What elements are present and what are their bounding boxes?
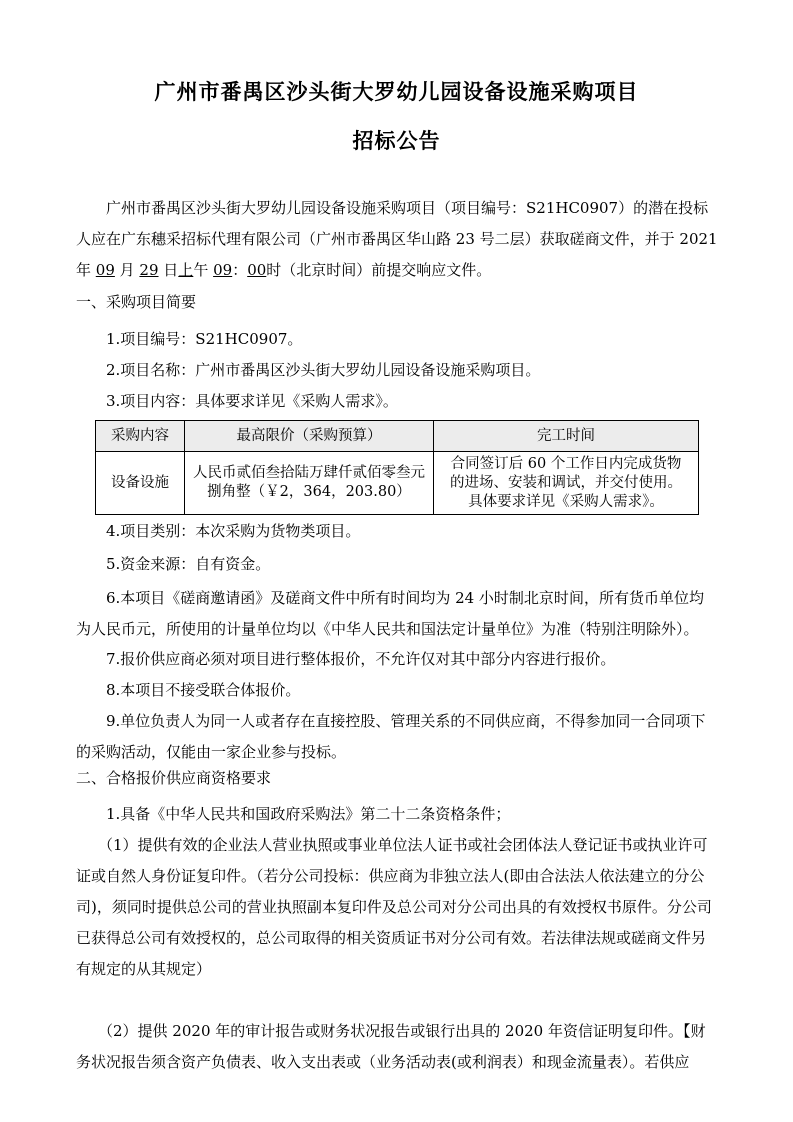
section1-item9: 9.单位负责人为同一人或者存在直接控股、管理关系的不同供应商，不得参加同一合同项下的采购活动，仅能由一家企业参与投标。: [76, 712, 706, 761]
section1-item5: 5.资金来源：自有资金。: [106, 555, 271, 573]
section1-item6: 6.本项目《磋商邀请函》及磋商文件中所有时间均为 24 小时制北京时间，所有货币单位均为人民币元，所使用的计量单位均以《中华人民共和国法定计量单位》为准（特别注明除外）。: [76, 589, 704, 638]
intro-paragraph: 广州市番禺区沙头街大罗幼儿园设备设施采购项目（项目编号：S21HC0907）的潜在投标人应在广东穗采招标代理有限公司（广州市番禺区华山路 23 号二层）获取磋商文件，并于 2021 年 09 月 29 日上午 09：00时（北京时间）前提交响应文件。: [76, 199, 718, 279]
table-header-row: [96, 421, 699, 452]
deadline-month: 09: [95, 261, 115, 279]
table-cell-content: 设备设施: [96, 452, 185, 515]
procurement-table: [95, 420, 699, 515]
section1-heading: 一、采购项目简要: [76, 293, 197, 311]
section1-item8: 8.本项目不接受联合体报价。: [106, 681, 301, 699]
table-cell-price: 人民币贰佰叁拾陆万肆仟贰佰零叁元捌角整（￥2，364，203.80）: [185, 452, 434, 515]
section2-item1: 1.具备《中华人民共和国政府采购法》第二十二条资格条件；: [106, 805, 511, 823]
table-header-price: 最高限价（采购预算）: [185, 421, 434, 452]
section1-item3: 3.项目内容：具体要求详见《采购人需求》。: [106, 392, 398, 410]
deadline-hour: 09: [213, 261, 233, 279]
document-subtitle: 招标公告: [352, 129, 441, 153]
section1-item4: 4.项目类别：本次采购为货物类项目。: [106, 522, 361, 540]
deadline-ampm: 上: [178, 261, 194, 279]
deadline-day: 29: [139, 261, 159, 279]
table-header-time: 完工时间: [434, 421, 699, 452]
table-header-content: 采购内容: [96, 421, 185, 452]
section2-sub1: （1）提供有效的企业法人营业执照或事业单位法人证书或社会团体法人登记证书或执业许可证或自然人身份证复印件。（若分公司投标：供应商为非独立法人(即由合法法人依法建立的分公司)，须同时提供总公司的营业执照副本复印件及总公司对分公司出具的有效授权书原件。分公司已获得总公司有效授权的，总公司取得的相关资质证书对分公司有效。若法律法规或磋商文件另有规定的从其规定）: [76, 836, 712, 978]
section2-heading: 二、合格报价供应商资格要求: [76, 769, 272, 787]
section2-sub2: （2）提供 2020 年的审计报告或财务状况报告或银行出具的 2020 年资信证明复印件。【财务状况报告须含资产负债表、收入支出表或（业务活动表(或利润表）和现金流量表）。若供应: [76, 1022, 706, 1071]
table-cell-time: 合同签订后 60 个工作日内完成货物 的进场、安装和调试，并交付使用。 具体要求详见《采购人需求》。: [434, 452, 699, 515]
document-title: 广州市番禺区沙头街大罗幼儿园设备设施采购项目: [154, 80, 639, 104]
section1-item1: 1.项目编号：S21HC0907。: [106, 330, 303, 348]
section1-item7: 7.报价供应商必须对项目进行整体报价，不允许仅对其中部分内容进行报价。: [106, 650, 616, 668]
section1-item2: 2.项目名称：广州市番禺区沙头街大罗幼儿园设备设施采购项目。: [106, 361, 541, 379]
table-row: [96, 452, 699, 515]
deadline-minute: 00: [247, 261, 267, 279]
